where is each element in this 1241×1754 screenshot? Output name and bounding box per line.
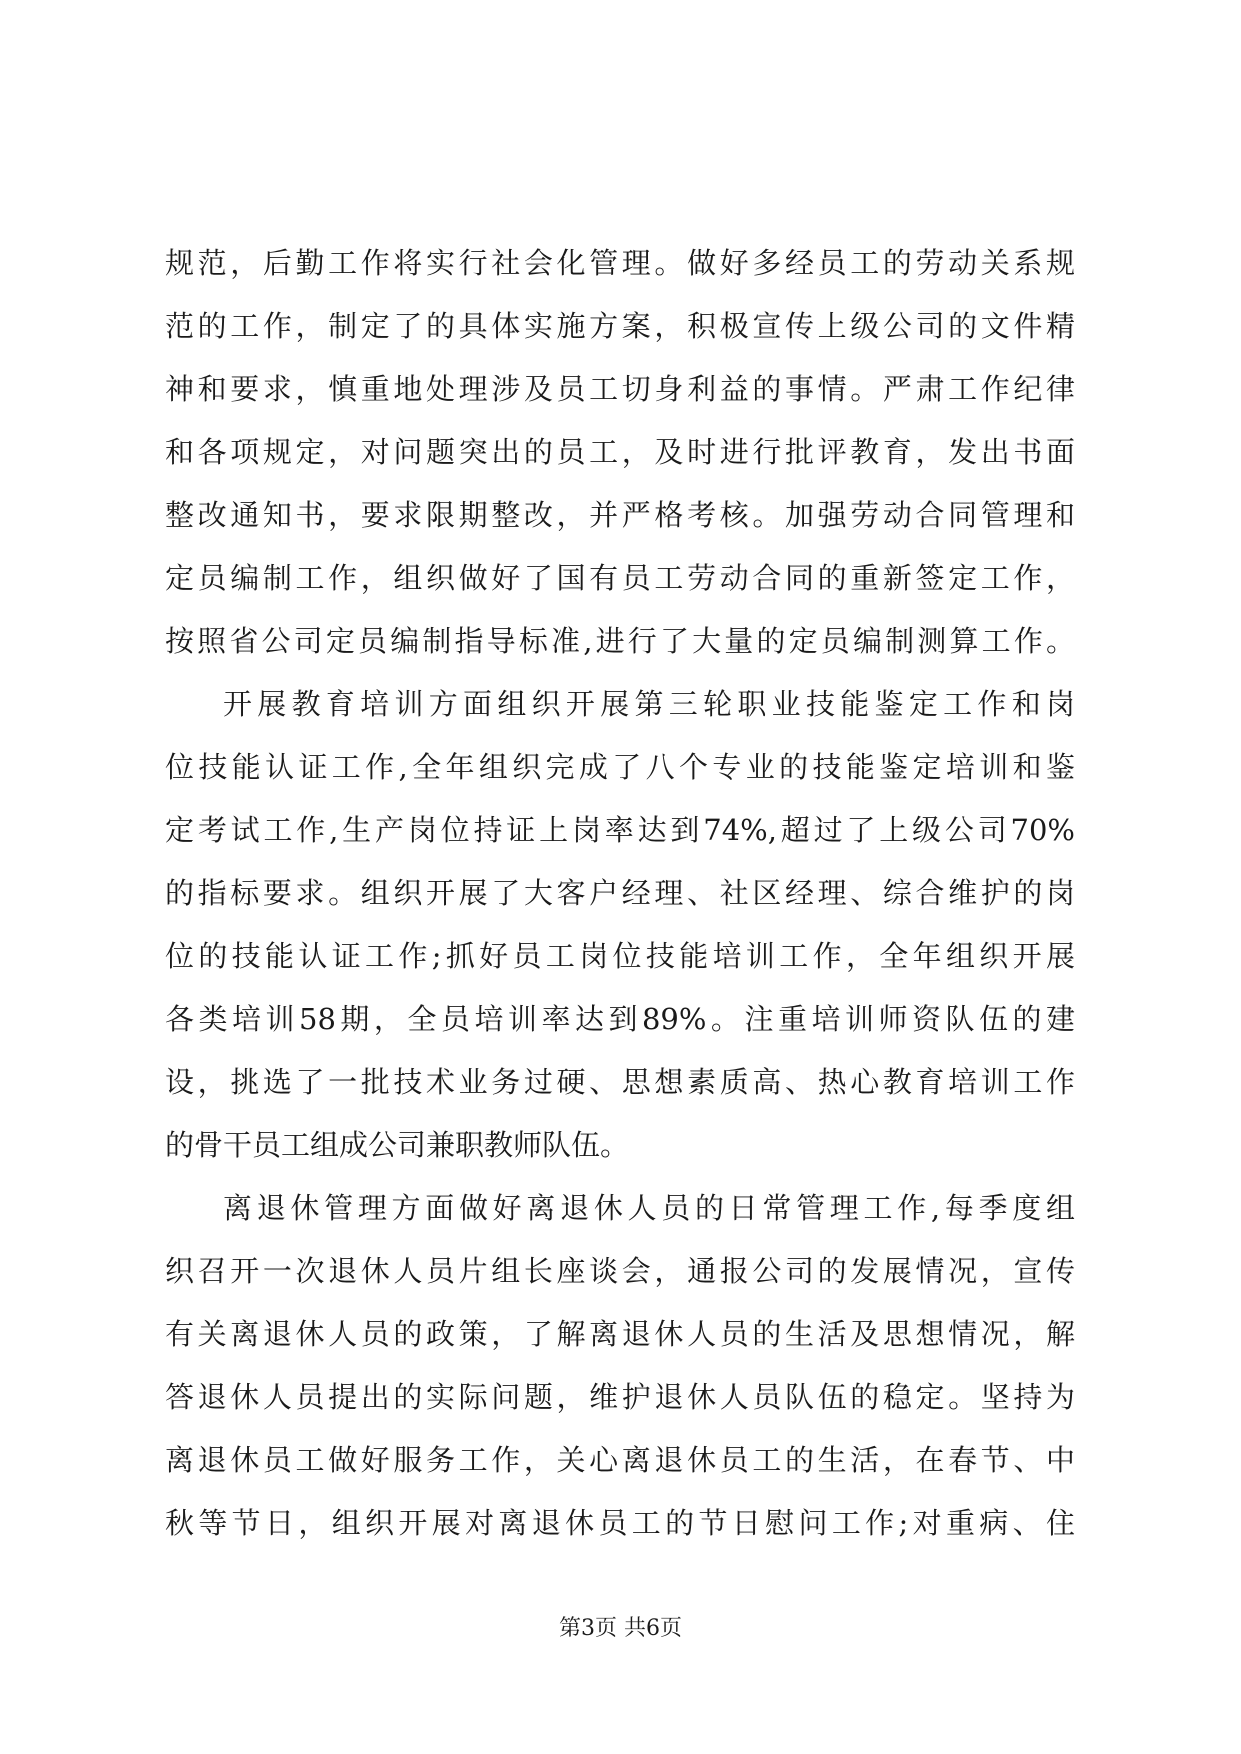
text-line: 织召开一次退休人员片组长座谈会，通报公司的发展情况，宣传 bbox=[165, 1254, 1075, 1288]
text-line: 规范，后勤工作将实行社会化管理。做好多经员工的劳动关系规 bbox=[165, 246, 1075, 280]
text-line: 离退休管理方面做好离退休人员的日常管理工作,每季度组 bbox=[223, 1191, 1075, 1225]
text-line: 按照省公司定员编制指导标准,进行了大量的定员编制测算工作。 bbox=[165, 624, 1075, 658]
text-line: 答退休人员提出的实际问题，维护退休人员队伍的稳定。坚持为 bbox=[165, 1380, 1075, 1414]
text-line: 开展教育培训方面组织开展第三轮职业技能鉴定工作和岗 bbox=[223, 687, 1075, 721]
paragraph-personnel-management bbox=[165, 232, 1075, 673]
text-line: 的指标要求。组织开展了大客户经理、社区经理、综合维护的岗 bbox=[165, 876, 1075, 910]
paragraph-retiree-management bbox=[165, 1177, 1075, 1555]
text-line: 设，挑选了一批技术业务过硬、思想素质高、热心教育培训工作 bbox=[165, 1065, 1075, 1099]
text-line: 整改通知书，要求限期整改，并严格考核。加强劳动合同管理和 bbox=[165, 498, 1075, 532]
text-line: 范的工作，制定了的具体实施方案，积极宣传上级公司的文件精 bbox=[165, 309, 1075, 343]
text-line: 和各项规定，对问题突出的员工，及时进行批评教育，发出书面 bbox=[165, 435, 1075, 469]
text-line: 神和要求，慎重地处理涉及员工切身利益的事情。严肃工作纪律 bbox=[165, 372, 1075, 406]
text-line: 秋等节日，组织开展对离退休员工的节日慰问工作;对重病、住 bbox=[165, 1506, 1075, 1540]
text-line: 定员编制工作，组织做好了国有员工劳动合同的重新签定工作， bbox=[165, 561, 1075, 595]
text-line: 的骨干员工组成公司兼职教师队伍。 bbox=[165, 1128, 630, 1162]
text-line: 定考试工作,生产岗位持证上岗率达到74%,超过了上级公司70% bbox=[165, 813, 1075, 847]
text-line: 位技能认证工作,全年组织完成了八个专业的技能鉴定培训和鉴 bbox=[165, 750, 1075, 784]
text-line: 有关离退休人员的政策，了解离退休人员的生活及思想情况，解 bbox=[165, 1317, 1075, 1351]
page-number-footer: 第3页 共6页 bbox=[559, 1616, 682, 1641]
text-line: 离退休员工做好服务工作，关心离退休员工的生活，在春节、中 bbox=[165, 1443, 1075, 1477]
text-line: 位的技能认证工作;抓好员工岗位技能培训工作，全年组织开展 bbox=[165, 939, 1075, 973]
text-line: 各类培训58期，全员培训率达到89%。注重培训师资队伍的建 bbox=[165, 1002, 1075, 1036]
document-body bbox=[165, 232, 1075, 1555]
paragraph-education-training bbox=[165, 673, 1075, 1177]
